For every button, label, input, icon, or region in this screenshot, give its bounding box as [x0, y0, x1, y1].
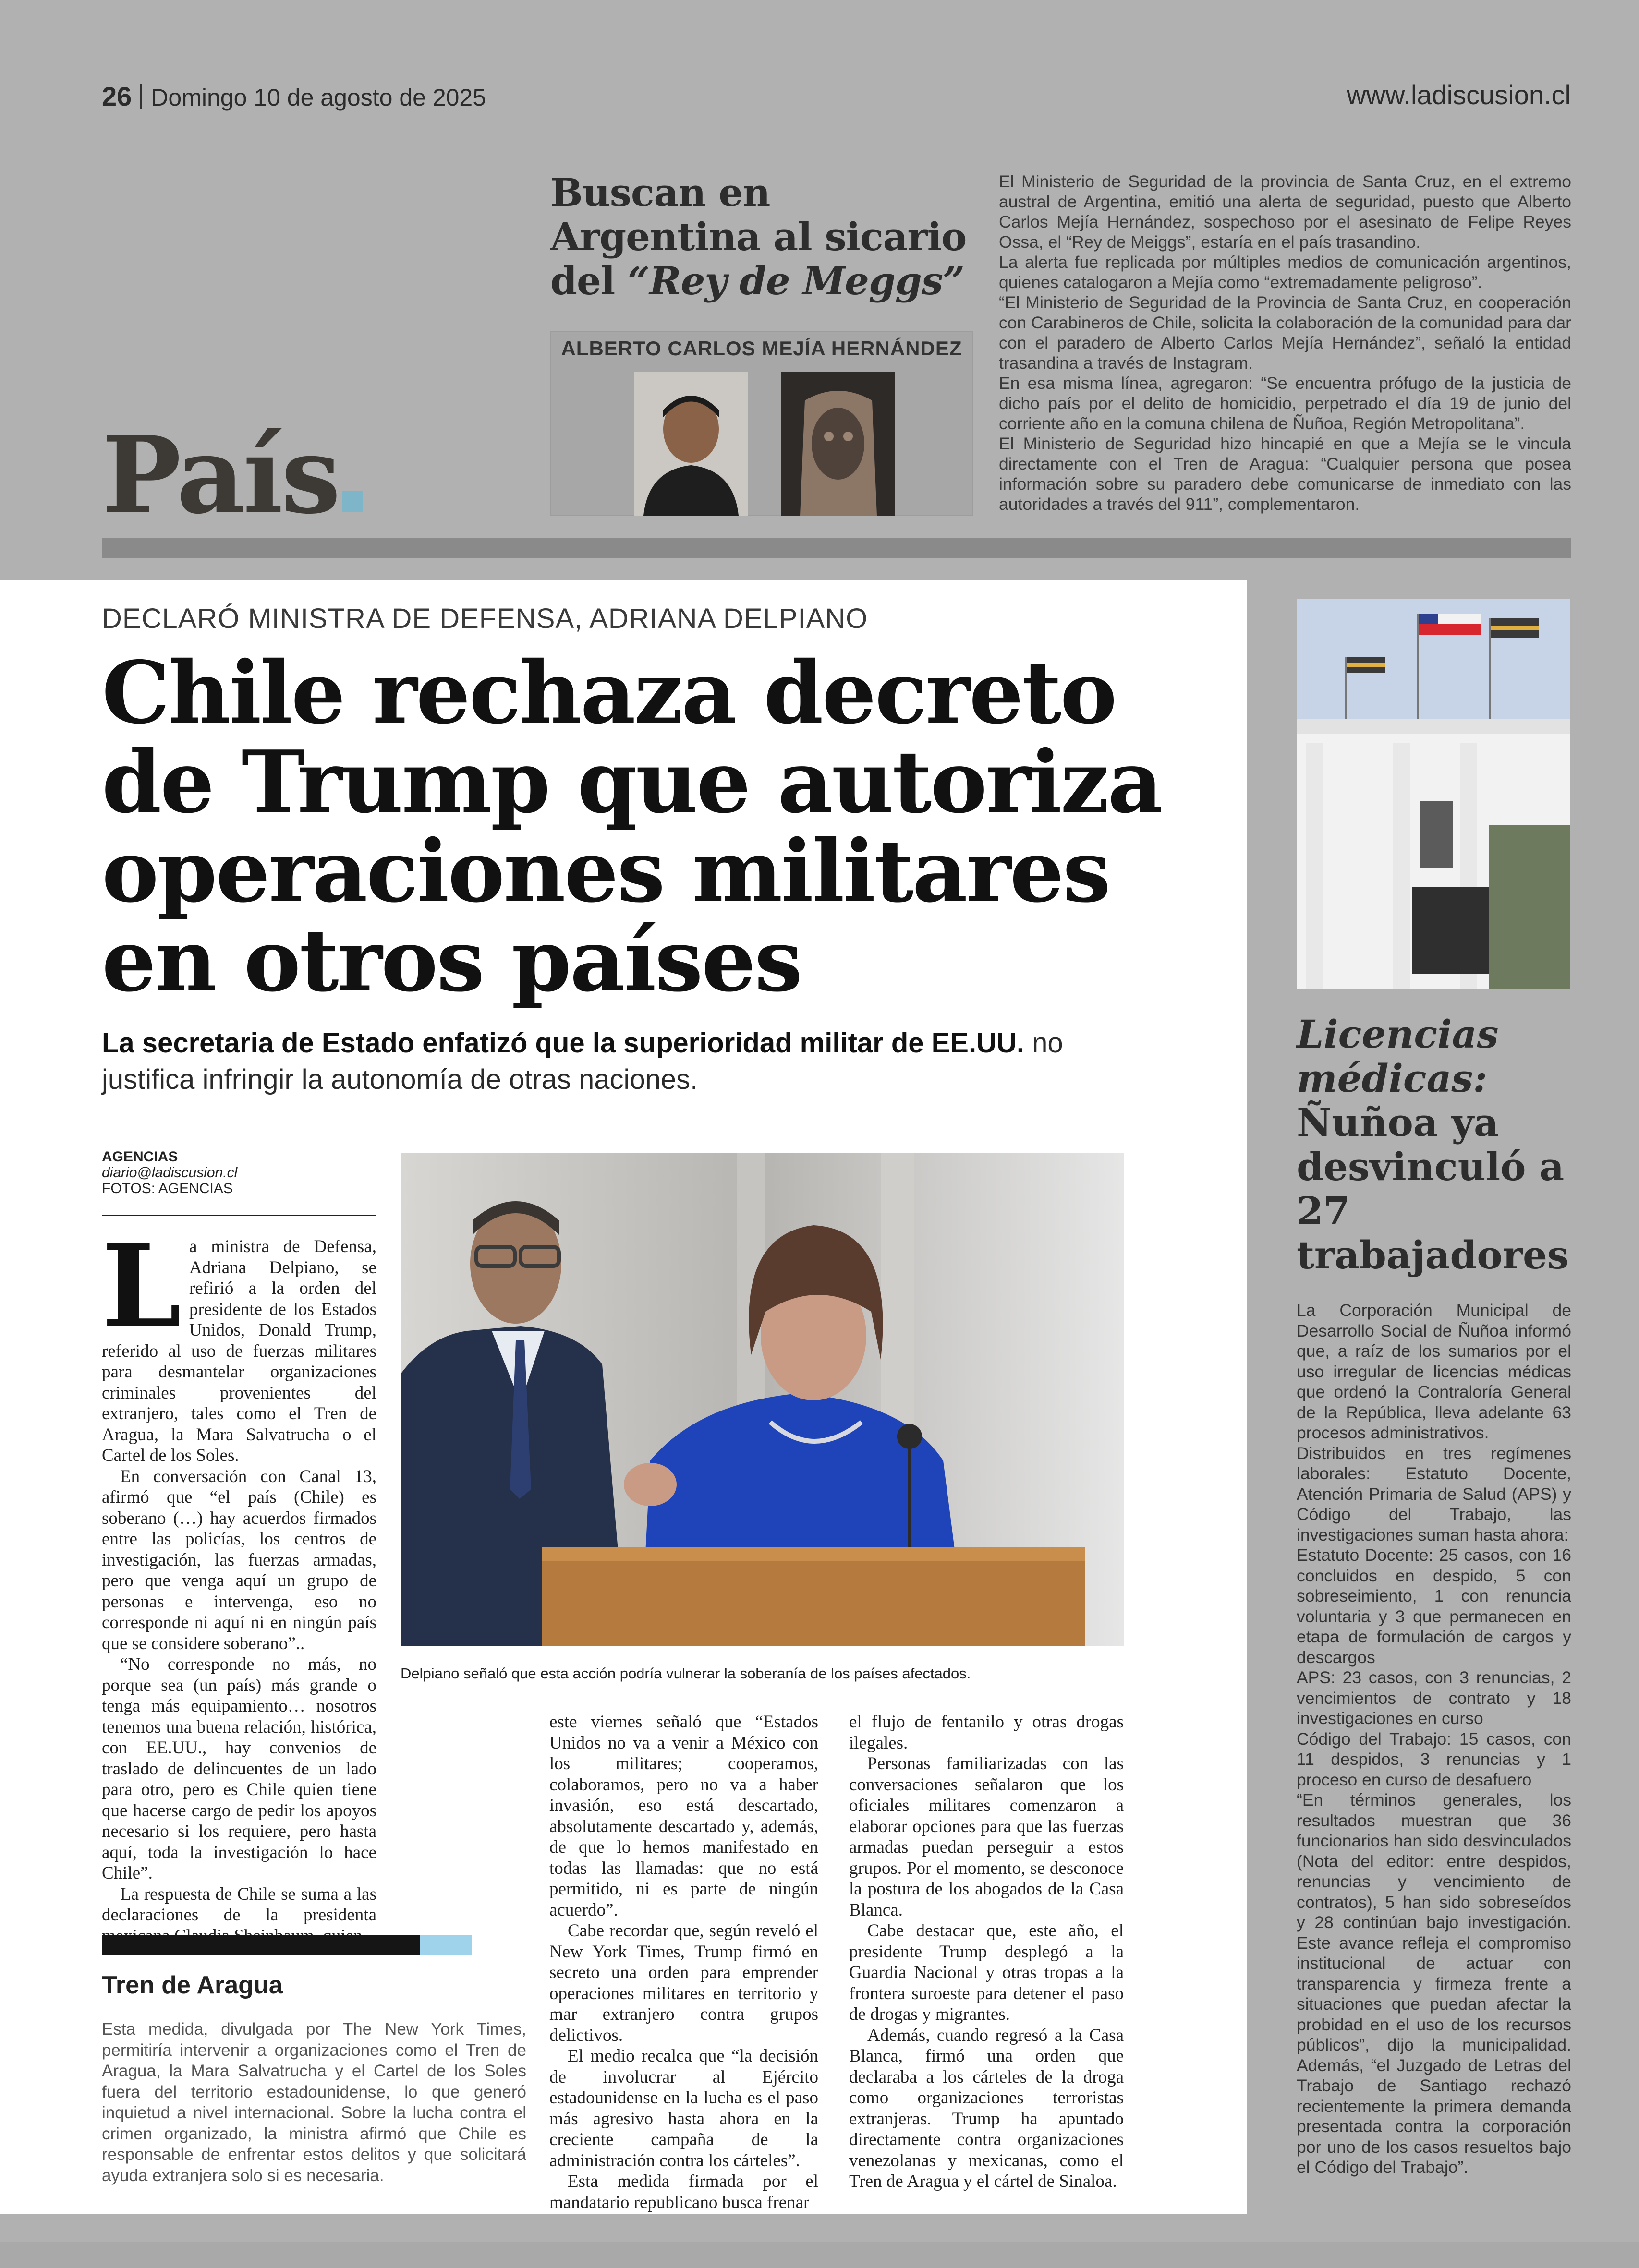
article-deck-bold: La secretaria de Estado enfatizó que la superioridad militar de EE.UU.: [102, 1027, 1024, 1059]
sidebar-paragraph: La Corporación Municipal de Desarrollo Social de Ñuñoa informó que, a raíz de los sumarios por el uso irregular de licencias médicas que ordenó la Contraloría General de la República, lleva adelante 63 procesos administrativos.: [1297, 1301, 1571, 1442]
sidebox-title: Tren de Aragua: [102, 1971, 283, 1999]
article-paragraph: “No corresponde no más, no porque sea (un país) más grande o tenga más equipamiento… nosotros tenemos una buena relación, histórica, con EE.UU., hay convenios de traslado de delincuentes de un lado para otro, pero es Chile quien tiene que hacerse cargo de pedir los apoyos necesario si los requiere, pero hasta aquí, toda la investigación lo hace Chile”.: [102, 1654, 376, 1883]
top-story-body: [999, 171, 1571, 514]
article-paragraph: este viernes señaló que “Estados Unidos no va a venir a México con los militares; cooperamos, colaboramos, pero no va a haber invasión, eso está descartado, absolutamente descartado y, además, de que lo hemos manifestado en todas las llamadas: que no está permitido, ni es parte de ningún acuerdo”.: [549, 1712, 818, 1920]
sidebar-headline[interactable]: [1297, 1012, 1580, 1277]
article-paragraph: Esta medida firmada por el mandatario republicano busca frenar: [549, 2171, 818, 2212]
sidebar-paragraph: Estatuto Docente: 25 casos, con 16 concluidos en despido, 5 con sobreseimiento, 1 con renuncia voluntaria y 3 que permanecen en etapa de formulación de cargos y descargos: [1297, 1545, 1571, 1667]
suspect-photo-panel: [550, 331, 973, 516]
article-byline: [102, 1149, 237, 1196]
article-paragraph: El medio recalca que “la decisión de involucrar al Ejército estadounidense en la lucha es el paso más agresivo hasta ahora en la creciente campaña de la administración contra los cárteles”.: [549, 2046, 818, 2171]
section-dot: [342, 491, 363, 512]
top-story-paragraph: El Ministerio de Seguridad de la provincia de Santa Cruz, en el extremo austral de Argentina, emitió una alerta de seguridad, puesto que Alberto Carlos Mejía Hernández, sospechoso por el asesinato de Felipe Reyes Ossa, el “Rey de Meiggs”, estaría en el país trasandino.: [999, 172, 1571, 252]
article-paragraph: La respuesta de Chile se suma a las declaraciones de la presidenta: [102, 1884, 376, 1925]
top-story-paragraph: En esa misma línea, agregaron: “Se encuentra prófugo de la justicia de dicho país por el delito de homicidio, perpetrado el día 19 de junio del corriente año en la comuna chilena de Ñuñoa, Región Metropolitana”.: [999, 374, 1571, 433]
drop-cap: L: [102, 1219, 182, 1353]
article-kicker: DECLARÓ MINISTRA DE DEFENSA, ADRIANA DELPIANO: [102, 603, 868, 634]
sidebar-paragraph: APS: 23 casos, con 3 renuncias, 2 vencimientos de contrato y 18 investigaciones en curso: [1297, 1668, 1571, 1728]
suspect-portrait-photo[interactable]: [634, 372, 748, 516]
byline-photo-credit: FOTOS: AGENCIAS: [102, 1181, 233, 1196]
sidebar-headline-text: Ñuñoa ya desvinculó a 27 trabajadores: [1297, 1100, 1569, 1278]
sidebar-paragraph: Distribuidos en tres regímenes laborales: Estatuto Docente, Atención Primaria de Salud (APS) y Código del Trabajo, las investigaciones suman hasta ahora:: [1297, 1443, 1571, 1544]
sidebox-rule: [102, 1935, 472, 1955]
building-photo[interactable]: [1297, 599, 1570, 989]
article-deck-rest: no justifica infringir la autonomía de otras naciones.: [102, 1027, 1063, 1095]
sidebox-rule-accent: [420, 1935, 472, 1955]
byline-email[interactable]: diario@ladiscusion.cl: [102, 1165, 238, 1181]
article-paragraph: Personas familiarizadas con las conversaciones señalaron que los oficiales militares comenzaron a elaborar opciones para que las fuerzas armadas puedan perseguir a estos grupos. Por el momento, se desconoce la postura de los abogados de la Casa Blanca.: [849, 1754, 1124, 1920]
article-paragraph: Cabe recordar que, según reveló el New York Times, Trump firmó en secreto una orden para emprender operaciones militares en territorio y mar extranjero contra grupos delictivos.: [549, 1921, 818, 2045]
tattoo-hand-photo[interactable]: [781, 372, 895, 516]
article-column-2: [549, 1712, 818, 2213]
top-story-headline-italic: “Rey de Meggs”: [628, 258, 964, 303]
article-headline[interactable]: Chile rechaza decreto de Trump que autoriza operaciones militares en otros países: [102, 642, 1162, 1011]
photo-caption: Delpiano señaló que esta acción podría vulnerar la soberanía de los países afectados.: [401, 1665, 971, 1682]
article-column-3: [849, 1712, 1124, 2192]
byline-agency: AGENCIAS: [102, 1149, 178, 1165]
page-number: 26: [102, 81, 132, 111]
article-deck: [102, 1025, 1149, 1098]
suspect-name-label: ALBERTO CARLOS MEJÍA HERNÁNDEZ: [561, 337, 962, 360]
section-divider-bar: [102, 538, 1571, 558]
section-title: [102, 413, 363, 537]
issue-date: Domingo 10 de agosto de 2025: [151, 84, 486, 111]
article-paragraph: a ministra de Defensa, Adriana Delpiano, se refirió a la orden del presidente de los Estados Unidos, Donald Trump, referido al uso de fuerzas militares para desmantelar organizaciones criminales provenientes del extranjero, tales como el Tren de Aragua, la Mara Salvatrucha o el Cartel de los Soles.: [102, 1237, 376, 1465]
article-paragraph: Cabe destacar que, este año, el presidente Trump desplegó a la Guardia Nacional y otras tropas a la frontera suroeste para detener el paso de drogas y migrantes.: [849, 1921, 1124, 2024]
sidebar-headline-italic: Licencias médicas:: [1297, 1012, 1499, 1101]
top-story-paragraph: La alerta fue replicada por múltiples medios de comunicación argentinos, quienes catalogaron a Mejía como “extremadamente peligroso”.: [999, 253, 1571, 292]
top-story-headline[interactable]: [550, 170, 973, 303]
article-main-photo[interactable]: [401, 1153, 1124, 1646]
header-divider: [140, 84, 142, 109]
page-header-left: [102, 81, 486, 112]
article-column-1: [102, 1219, 376, 1946]
page-bottom-bar: [0, 2242, 1639, 2268]
website-url[interactable]: www.ladiscusion.cl: [1347, 80, 1571, 110]
top-story-paragraph: “El Ministerio de Seguridad de la Provincia de Santa Cruz, en cooperación con Carabineros de Chile, solicita la colaboración de la comunidad para dar con el paradero de Alberto Carlos Mejía Hernández”, señaló la entidad trasandina a través de Instagram.: [999, 293, 1571, 373]
sidebar-paragraph: “En términos generales, los resultados muestran que 36 funcionarios han sido desvinculados (Nota del editor: entre despidos, renuncias y vencimiento de contratos), 5 han sido sobreseídos y 28 continúan bajo investigación. Este avance refleja el compromiso institucional de actuar con transparencia y firmeza frente a situaciones que puedan afectar la probidad en el uso de los recursos públicos”, dijo la municipalidad. Además, “el Juzgado de Letras del Trabajo de Santiago rechazó recientemente la primera demanda presentada contra la corporación por uno de los casos resueltos bajo el Código del Trabajo”.: [1297, 1790, 1571, 2177]
sidebar-paragraph: Código del Trabajo: 15 casos, con 11 despidos, 3 renuncias y 1 proceso en curso de desafuero: [1297, 1729, 1571, 1789]
top-story-headline-text: Buscan en Argentina al sicario del: [550, 170, 967, 303]
article-paragraph: el flujo de fentanilo y otras drogas ilegales.: [849, 1712, 1124, 1753]
byline-rule: [102, 1215, 376, 1216]
section-name: País: [102, 413, 339, 537]
sidebox-text: Esta medida, divulgada por The New York Times, permitiría intervenir a organizaciones como el Tren de Aragua, la Mara Salvatrucha y el Cartel de los Soles fuera del territorio estadounidense, lo que generó inquietud a nivel internacional. Sobre la lucha contra el crimen organizado, la ministra afirmó que Chile es responsable de enfrentar estos delitos y que solicitará ayuda extranjera solo si es necesaria.: [102, 2020, 526, 2185]
sidebar-body: [1297, 1300, 1571, 2178]
article-paragraph: Además, cuando regresó a la Casa Blanca, firmó una orden que declaraba a los cárteles de la droga como organizaciones terroristas extranjeras. Trump ha apuntado directamente contra organizaciones venezolanas y mexicanas, como el Tren de Aragua y el cártel de Sinaloa.: [849, 2025, 1124, 2191]
top-story-paragraph: El Ministerio de Seguridad hizo hincapié en que a Mejía se le vincula directamente con el Tren de Aragua: “Cualquier persona que posea información sobre su paradero debe comunicarse de inmediato con las autoridades a través del 911”, complementaron.: [999, 434, 1571, 514]
article-paragraph: En conversación con Canal 13, afirmó que “el país (Chile) es soberano (…) hay acuerdos firmados entre las policías, los centros de investigación, las fuerzas armadas, pero que venga aquí un grupo de personas e intervenga, eso no corresponde ni aquí ni en ningún país que se considere soberano”..: [102, 1466, 376, 1653]
